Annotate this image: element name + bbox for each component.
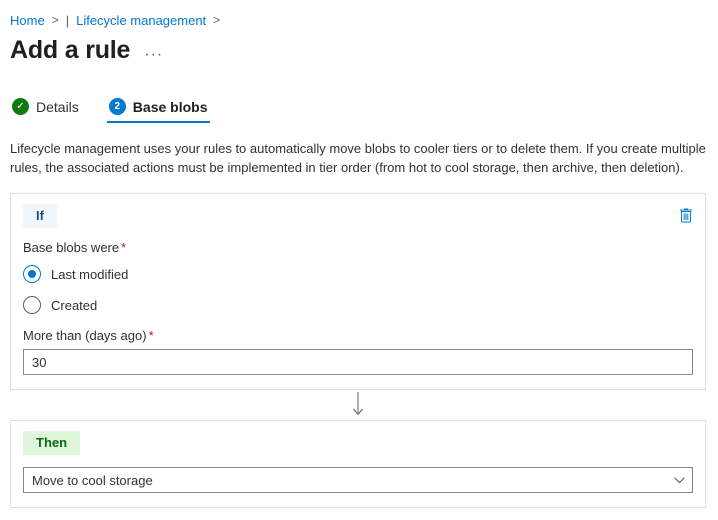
if-condition-card	[10, 193, 706, 390]
breadcrumb-separator-1: >	[51, 13, 59, 27]
wizard-tabs	[10, 91, 706, 123]
then-card-header	[23, 431, 693, 455]
page-description: Lifecycle management uses your rules to automatically move blobs to cooler tiers or to delete them. If you create multiple rules, the associated actions must be implemented in tier order (from hot to cool storage, then archive, then deletion).	[10, 141, 706, 175]
trash-icon[interactable]	[679, 207, 693, 225]
breadcrumb-divider: |	[65, 12, 70, 28]
check-circle-icon	[12, 98, 29, 115]
base-blobs-were-text: Base blobs were	[23, 240, 120, 255]
then-action-card	[10, 420, 706, 508]
breadcrumb-separator-2: >	[213, 13, 221, 27]
breadcrumb-home-link[interactable]: Home	[10, 12, 45, 28]
radio-last-modified[interactable]	[23, 265, 693, 283]
down-arrow-icon	[352, 392, 364, 418]
tab-details-label: Details	[36, 98, 79, 115]
title-row	[10, 36, 706, 65]
radio-last-modified-label: Last modified	[51, 266, 129, 282]
radio-created[interactable]	[23, 296, 693, 314]
action-select-wrap	[23, 467, 693, 493]
required-indicator-days: *	[148, 328, 154, 343]
more-options-icon[interactable]: ···	[144, 45, 164, 63]
days-ago-input[interactable]	[23, 349, 693, 375]
radio-created-control[interactable]	[23, 296, 41, 314]
more-than-days-label	[23, 328, 693, 343]
tab-details[interactable]	[10, 98, 81, 123]
more-than-days-text: More than (days ago)	[23, 328, 147, 343]
if-card-header	[23, 204, 693, 228]
tab-base-blobs-label: Base blobs	[132, 98, 208, 115]
breadcrumb	[10, 10, 706, 30]
tab-base-blobs[interactable]	[107, 98, 210, 123]
breadcrumb-lifecycle-management-link[interactable]: Lifecycle management	[76, 12, 207, 28]
base-blobs-were-label	[23, 240, 693, 255]
page-title: Add a rule	[10, 36, 131, 64]
check-glyph: ✓	[16, 100, 25, 112]
connector-arrow	[10, 390, 706, 420]
then-pill: Then	[23, 431, 80, 455]
step-number-icon: 2	[109, 98, 126, 115]
action-select[interactable]: Move to cool storage	[23, 467, 693, 493]
radio-last-modified-control[interactable]	[23, 265, 41, 283]
if-pill: If	[23, 204, 57, 228]
required-indicator: *	[121, 240, 127, 255]
radio-created-label: Created	[51, 297, 98, 313]
